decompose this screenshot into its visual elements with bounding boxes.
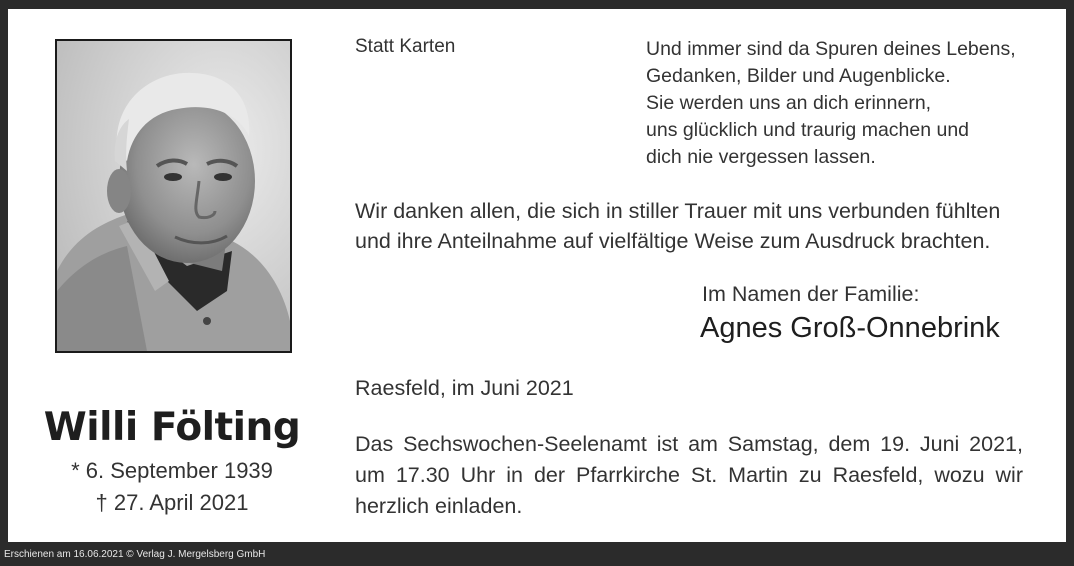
birth-date: * 6. September 1939 [71,458,273,483]
deceased-name: Willi Fölting [43,405,301,450]
poem-line: Gedanken, Bilder und Augenblicke. [646,65,951,87]
portrait-photo [55,39,292,353]
service-line: herzlich einladen. [355,494,523,518]
family-signature-name: Agnes Groß-Onnebrink [700,312,1000,344]
statt-karten-label: Statt Karten [355,36,456,57]
death-date: † 27. April 2021 [95,490,249,515]
service-line: um 17.30 Uhr in der Pfarrkirche St. Martin zu Raesfeld, wozu wir [355,463,1023,487]
family-intro: Im Namen der Familie: [702,282,920,306]
poem-line: Sie werden uns an dich erinnern, [646,92,932,114]
thanks-line: Wir danken allen, die sich in stiller Trauer mit uns verbunden fühlten [355,199,1001,223]
poem-line: dich nie vergessen lassen. [646,146,876,168]
service-announcement [355,429,1023,522]
service-line: Das Sechswochen-Seelenamt ist am Samstag, dem 19. Juni 2021, [355,432,1023,456]
place-date: Raesfeld, im Juni 2021 [355,376,574,400]
portrait-illustration [57,41,290,351]
thanks-text [355,196,1000,256]
publication-footer: Erschienen am 16.06.2021 © Verlag J. Mergelsberg GmbH [4,549,266,560]
thanks-line: und ihre Anteilnahme auf vielfältige Weise zum Ausdruck brachten. [355,229,991,253]
obituary-notice [8,9,1066,542]
poem [646,36,1016,171]
poem-line: Und immer sind da Spuren deines Lebens, [646,38,1016,60]
poem-line: uns glücklich und traurig machen und [646,119,970,141]
